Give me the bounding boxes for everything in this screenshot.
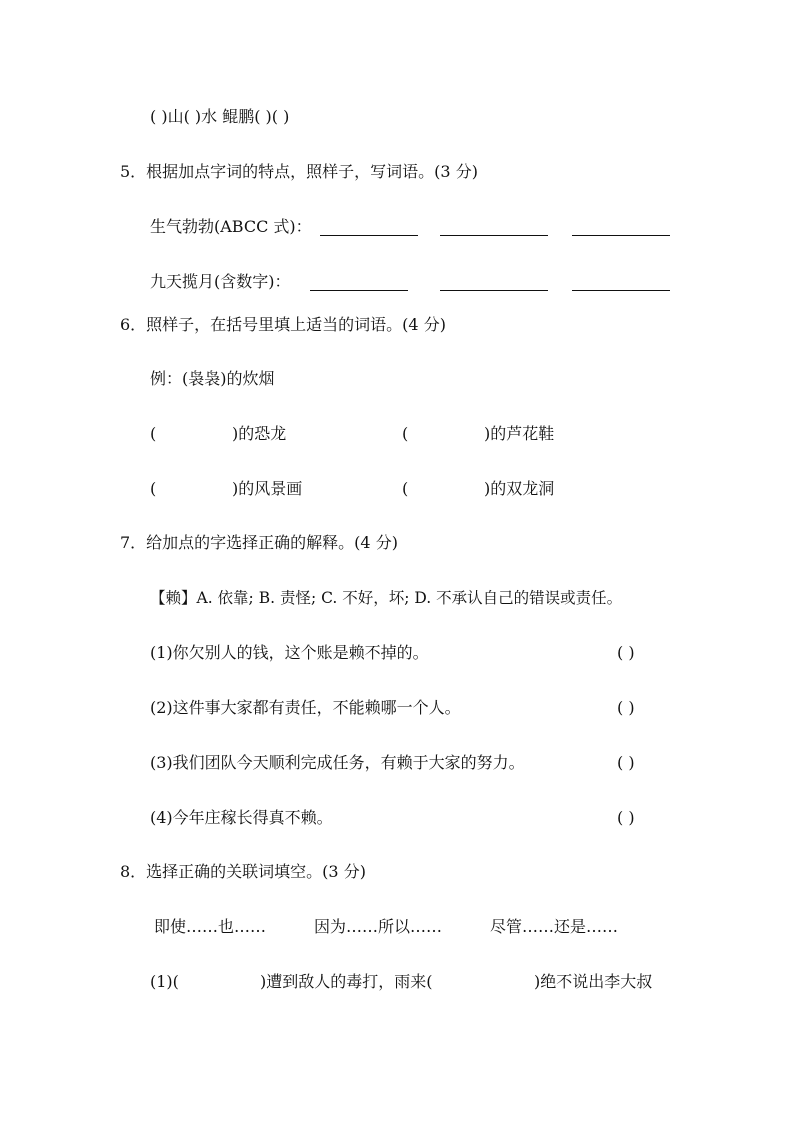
q7-title: 7．给加点的字选择正确的解释。(4 分) — [120, 533, 398, 552]
q8-option-1: 即使……也…… — [154, 917, 267, 936]
q8-title: 8．选择正确的关联词填空。(3 分) — [120, 862, 366, 881]
q4-tail-line: ( )山( )水 鲲鹏( )( ) — [150, 107, 290, 126]
q8-item-1-part-a: (1)( — [150, 972, 179, 991]
q5-title: 5．根据加点字词的特点，照样子，写词语。(3 分) — [120, 162, 478, 181]
q7-item-2-text: (2)这件事大家都有责任，不能赖哪一个人。 — [150, 698, 461, 717]
q8-option-2: 因为……所以…… — [314, 917, 443, 936]
q6-example: 例：(袅袅)的炊烟 — [150, 369, 275, 388]
q5-row2-blank-2[interactable] — [440, 290, 548, 291]
q5-row2-blank-3[interactable] — [572, 290, 670, 291]
q6-item-4-close: )的双龙洞 — [484, 479, 555, 498]
q5-row1-blank-3[interactable] — [572, 235, 670, 236]
q8-option-3: 尽管……还是…… — [490, 917, 619, 936]
q8-item-1-part-c: )绝不说出李大叔 — [534, 972, 653, 991]
q5-row2-blank-1[interactable] — [310, 290, 408, 291]
q5-row2-label: 九天揽月(含数字)： — [150, 272, 291, 291]
q6-item-3-open: ( — [150, 479, 157, 498]
q7-item-1-paren[interactable]: ( ) — [617, 643, 635, 662]
q7-definition: 【赖】A. 依靠; B. 责怪; C. 不好，坏; D. 不承认自己的错误或责任。 — [150, 589, 623, 607]
q6-title: 6．照样子，在括号里填上适当的词语。(4 分) — [120, 315, 446, 334]
q7-item-3-paren[interactable]: ( ) — [617, 753, 635, 772]
q6-item-1-open: ( — [150, 424, 157, 443]
q7-item-3-text: (3)我们团队今天顺利完成任务，有赖于大家的努力。 — [150, 753, 525, 772]
q6-item-3-close: )的风景画 — [232, 479, 303, 498]
q6-item-2-close: )的芦花鞋 — [484, 424, 555, 443]
q6-item-1-close: )的恐龙 — [232, 424, 287, 443]
q7-item-4-text: (4)今年庄稼长得真不赖。 — [150, 808, 333, 827]
q6-item-4-open: ( — [402, 479, 409, 498]
q6-item-2-open: ( — [402, 424, 409, 443]
q8-item-1-part-b: )遭到敌人的毒打，雨来( — [260, 972, 433, 991]
q7-item-2-paren[interactable]: ( ) — [617, 698, 635, 717]
q5-row1-label: 生气勃勃(ABCC 式)： — [150, 217, 312, 236]
q7-item-1-text: (1)你欠别人的钱，这个账是赖不掉的。 — [150, 643, 429, 662]
q5-row1-blank-1[interactable] — [320, 235, 418, 236]
q7-item-4-paren[interactable]: ( ) — [617, 808, 635, 827]
q5-row1-blank-2[interactable] — [440, 235, 548, 236]
